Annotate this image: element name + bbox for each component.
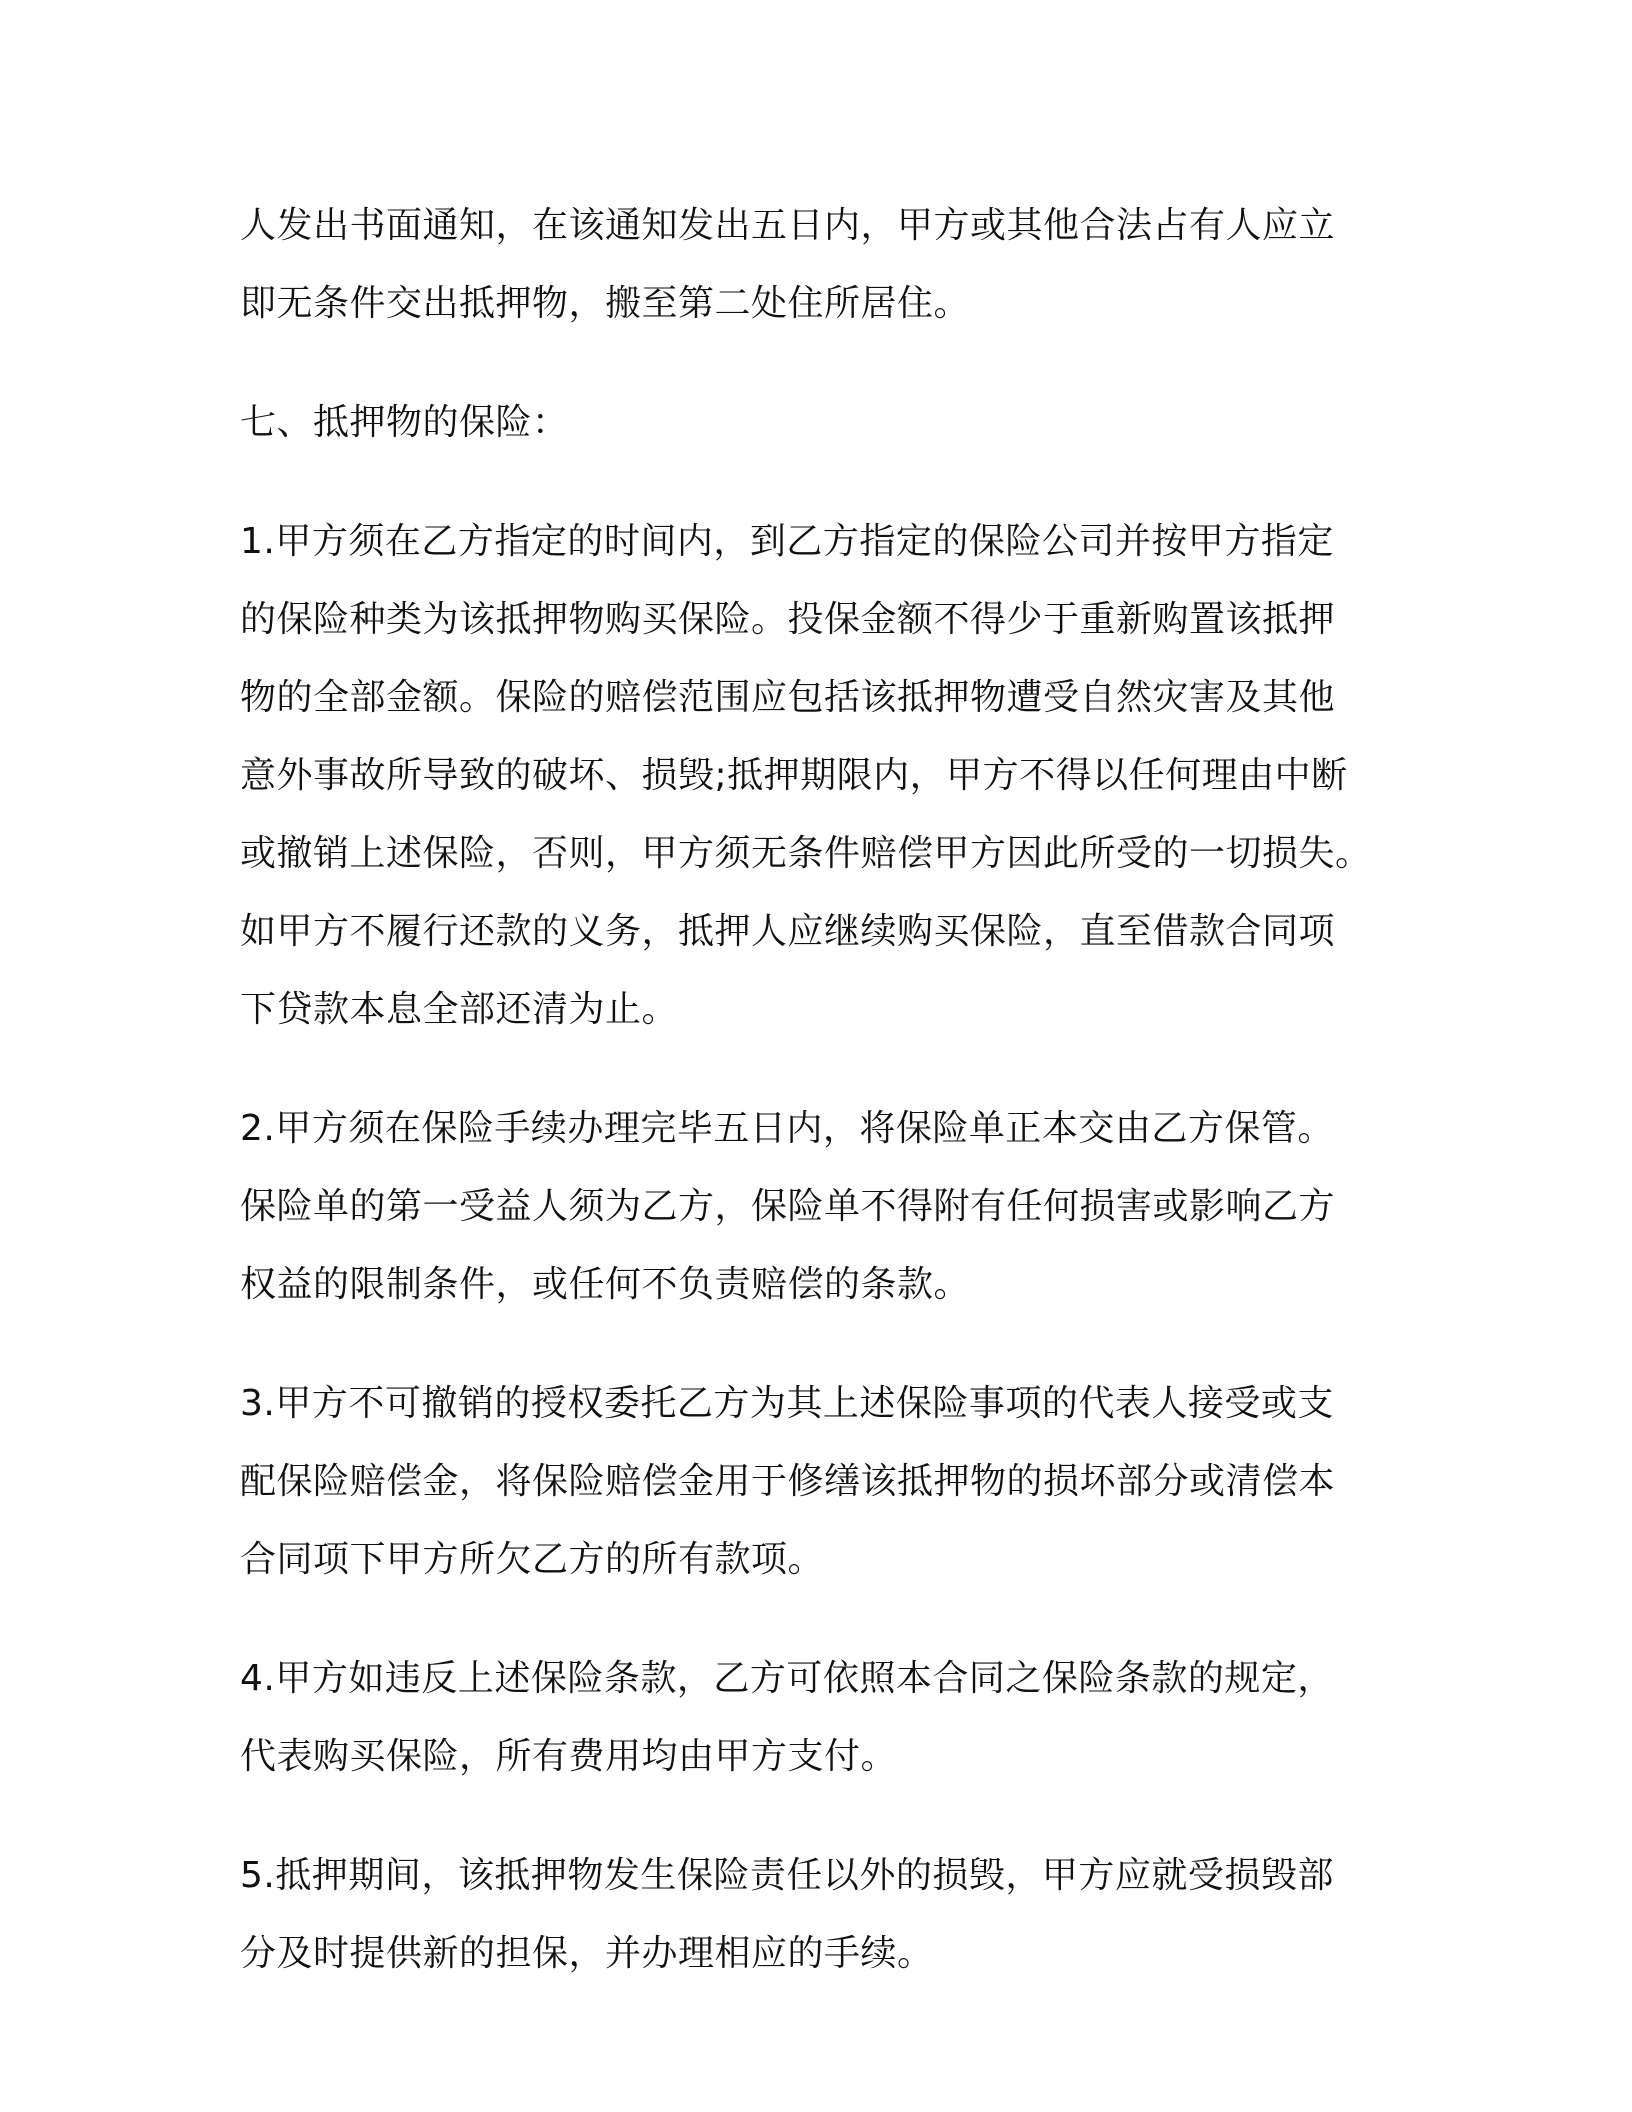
- text-line: 人发出书面通知，在该通知发出五日内，甲方或其他合法占有人应立: [240, 205, 1336, 246]
- clause-4: [240, 1640, 1380, 1796]
- paragraph-intro: [240, 187, 1380, 343]
- text-line: 或撤销上述保险，否则，甲方须无条件赔偿甲方因此所受的一切损失。: [240, 833, 1372, 874]
- text-line: 物的全部金额。保险的赔偿范围应包括该抵押物遭受自然灾害及其他: [240, 677, 1336, 718]
- text-line: 1.甲方须在乙方指定的时间内，到乙方指定的保险公司并按甲方指定: [240, 521, 1334, 562]
- clause-2: [240, 1090, 1380, 1324]
- text-line: 合同项下甲方所欠乙方的所有款项。: [240, 1539, 825, 1580]
- text-line: 意外事故所导致的破坏、损毁;抵押期限内，甲方不得以任何理由中断: [240, 755, 1348, 796]
- text-line: 如甲方不履行还款的义务，抵押人应继续购买保险，直至借款合同项: [240, 911, 1336, 952]
- text-line: 的保险种类为该抵押物购买保险。投保金额不得少于重新购置该抵押: [240, 599, 1336, 640]
- clause-5: [240, 1837, 1380, 1993]
- heading-text: 七、抵押物的保险：: [240, 402, 569, 443]
- text-line: 2.甲方须在保险手续办理完毕五日内，将保险单正本交由乙方保管。: [240, 1108, 1334, 1149]
- document-body: [240, 187, 1380, 2034]
- text-line: 保险单的第一受益人须为乙方，保险单不得附有任何损害或影响乙方: [240, 1186, 1336, 1227]
- text-line: 下贷款本息全部还清为止。: [240, 989, 679, 1030]
- clause-3: [240, 1365, 1380, 1599]
- text-line: 权益的限制条件，或任何不负责赔偿的条款。: [240, 1264, 971, 1305]
- text-line: 5.抵押期间，该抵押物发生保险责任以外的损毁，甲方应就受损毁部: [240, 1855, 1334, 1896]
- section-heading: [240, 384, 1380, 462]
- text-line: 3.甲方不可撤销的授权委托乙方为其上述保险事项的代表人接受或支: [240, 1383, 1334, 1424]
- text-line: 即无条件交出抵押物，搬至第二处住所居住。: [240, 283, 971, 324]
- text-line: 代表购买保险，所有费用均由甲方支付。: [240, 1736, 898, 1777]
- text-line: 4.甲方如违反上述保险条款，乙方可依照本合同之保险条款的规定，: [240, 1658, 1334, 1699]
- text-line: 分及时提供新的担保，并办理相应的手续。: [240, 1933, 934, 1974]
- clause-1: [240, 503, 1380, 1049]
- text-line: 配保险赔偿金，将保险赔偿金用于修缮该抵押物的损坏部分或清偿本: [240, 1461, 1336, 1502]
